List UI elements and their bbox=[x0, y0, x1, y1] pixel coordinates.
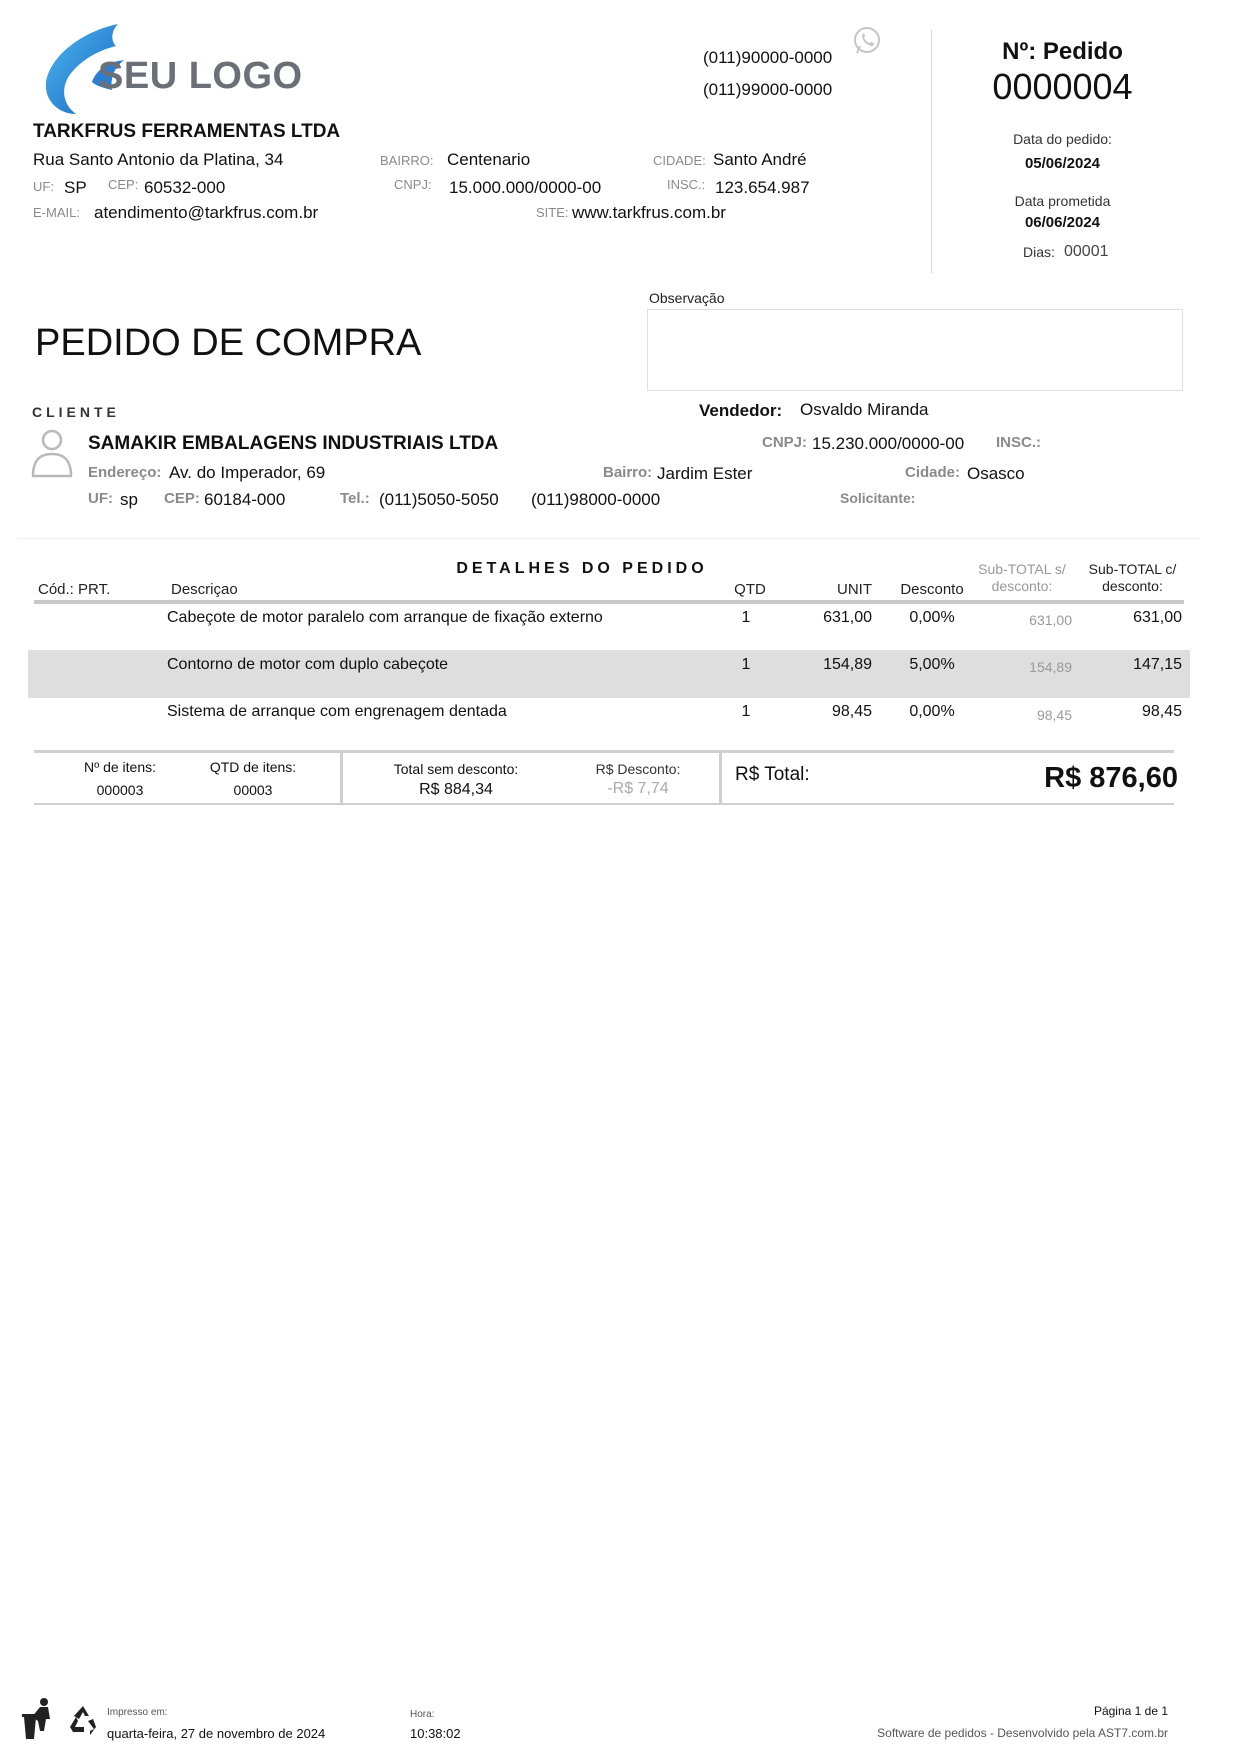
client-cnpj: 15.230.000/0000-00 bbox=[812, 434, 965, 453]
row-2-desconto: 5,00% bbox=[909, 656, 955, 673]
table-header-rule bbox=[34, 600, 1184, 604]
company-uf-label: UF: bbox=[33, 179, 54, 194]
order-days: 00001 bbox=[1064, 243, 1109, 260]
th-desconto: Desconto bbox=[900, 581, 964, 598]
summary-total-sem: R$ 884,34 bbox=[419, 781, 493, 798]
row-3-desconto: 0,00% bbox=[909, 703, 955, 720]
vendedor-name: Osvaldo Miranda bbox=[800, 400, 929, 419]
footer-page-number: Página 1 de 1 bbox=[1093, 1704, 1168, 1718]
company-logo bbox=[40, 22, 303, 117]
company-name: TARKFRUS FERRAMENTAS LTDA bbox=[33, 121, 341, 142]
client-endereco: Av. do Imperador, 69 bbox=[169, 463, 326, 482]
row-2-sub-com: 147,15 bbox=[1133, 656, 1182, 673]
footer-hora: 10:38:02 bbox=[410, 1726, 461, 1741]
summary-qtd-itens-label: QTD de itens: bbox=[209, 759, 297, 775]
company-cidade-label: CIDADE: bbox=[653, 153, 706, 168]
summary-qtd-itens: 00003 bbox=[233, 782, 273, 798]
row-2-unit: 154,89 bbox=[823, 656, 872, 673]
client-cidade: Osasco bbox=[967, 464, 1025, 483]
whatsapp-icon bbox=[852, 26, 882, 56]
order-promised-label: Data prometida bbox=[1014, 193, 1111, 209]
order-number: 0000004 bbox=[992, 66, 1133, 107]
client-cep: 60184-000 bbox=[204, 490, 286, 509]
client-uf: sp bbox=[120, 490, 138, 509]
company-insc: 123.654.987 bbox=[715, 178, 810, 197]
client-insc-label: INSC.: bbox=[996, 434, 1041, 451]
company-phone-1: (011)90000-0000 bbox=[703, 48, 833, 67]
company-insc-label: INSC.: bbox=[667, 177, 706, 192]
company-cep: 60532-000 bbox=[144, 178, 226, 197]
summary-divider-1 bbox=[340, 750, 343, 805]
company-phone-2: (011)99000-0000 bbox=[703, 80, 833, 99]
footer-impresso-label: Impresso em: bbox=[107, 1707, 168, 1718]
th-subtotal-com-2: desconto: bbox=[1102, 578, 1163, 594]
row-3-sub-com: 98,45 bbox=[1141, 703, 1182, 720]
client-cidade-label: Cidade: bbox=[905, 464, 961, 481]
order-promised: 06/06/2024 bbox=[1024, 214, 1101, 231]
client-bairro: Jardim Ester bbox=[657, 464, 753, 483]
th-subtotal-sem-2: desconto: bbox=[991, 578, 1053, 594]
row-3-qtd: 1 bbox=[741, 703, 751, 720]
th-qtd: QTD bbox=[734, 581, 766, 598]
company-cidade: Santo André bbox=[713, 150, 807, 169]
row-1-unit: 631,00 bbox=[823, 609, 872, 626]
row-1-sub-com: 631,00 bbox=[1133, 609, 1182, 626]
client-section-divider bbox=[18, 538, 1200, 539]
header-divider bbox=[931, 30, 932, 273]
client-bairro-label: Bairro: bbox=[603, 464, 653, 481]
summary-n-itens: 000003 bbox=[96, 782, 144, 798]
observacao-text bbox=[648, 310, 1182, 322]
footer-software: Software de pedidos - Desenvolvido pela AST7.com.br bbox=[877, 1726, 1168, 1740]
order-date-label: Data do pedido: bbox=[1013, 131, 1112, 147]
footer-hora-label: Hora: bbox=[410, 1709, 435, 1720]
row-1-sub-sem: 631,00 bbox=[1029, 612, 1072, 628]
row-2-qtd: 1 bbox=[741, 656, 751, 673]
row-1-desc: Cabeçote de motor paralelo com arranque de fixação externo bbox=[167, 609, 603, 626]
client-endereco-label: Endereço: bbox=[88, 464, 162, 481]
company-email-label: E-MAIL: bbox=[33, 205, 80, 220]
company-cnpj: 15.000.000/0000-00 bbox=[449, 178, 602, 197]
vendedor-label: Vendedor: bbox=[699, 401, 783, 420]
th-subtotal-com-1: Sub-TOTAL c/ bbox=[1088, 561, 1177, 577]
company-cep-label: CEP: bbox=[108, 177, 139, 192]
client-tel-2: (011)98000-0000 bbox=[531, 490, 661, 509]
client-cnpj-label: CNPJ: bbox=[762, 434, 808, 451]
company-address: Rua Santo Antonio da Platina, 34 bbox=[33, 150, 284, 169]
company-uf: SP bbox=[64, 178, 87, 197]
observacao-box bbox=[647, 309, 1183, 391]
document-title: PEDIDO DE COMPRA bbox=[35, 322, 422, 364]
row-1-desconto: 0,00% bbox=[909, 609, 955, 626]
th-cod: Cód.: PRT. bbox=[38, 581, 111, 598]
user-avatar-icon bbox=[30, 428, 74, 480]
summary-total: R$ 876,60 bbox=[1044, 762, 1178, 794]
observacao-label: Observação bbox=[649, 290, 725, 306]
summary-divider-2 bbox=[719, 750, 722, 805]
row-2-desc: Contorno de motor com duplo cabeçote bbox=[167, 656, 449, 673]
company-bairro: Centenario bbox=[447, 150, 531, 169]
th-subtotal-sem-1: Sub-TOTAL s/ bbox=[978, 561, 1066, 577]
row-2-sub-sem: 154,89 bbox=[1029, 659, 1072, 675]
client-section-label: CLIENTE bbox=[32, 404, 120, 420]
summary-total-label: R$ Total: bbox=[735, 764, 810, 785]
client-solicitante-label: Solicitante: bbox=[840, 490, 916, 506]
client-uf-label: UF: bbox=[88, 490, 113, 507]
row-3-sub-sem: 98,45 bbox=[1036, 707, 1072, 723]
summary-n-itens-label: Nº de itens: bbox=[83, 759, 157, 775]
client-cep-label: CEP: bbox=[164, 490, 200, 507]
summary-desconto: -R$ 7,74 bbox=[607, 780, 669, 797]
order-number-label: Nº: Pedido bbox=[1002, 38, 1123, 65]
trash-disposal-icon bbox=[20, 1697, 58, 1741]
order-days-label: Dias: bbox=[1023, 244, 1055, 260]
row-1-qtd: 1 bbox=[741, 609, 751, 626]
summary-bottom-rule bbox=[34, 803, 1174, 805]
details-title: DETALHES DO PEDIDO bbox=[456, 560, 708, 577]
row-3-desc: Sistema de arranque com engrenagem dentada bbox=[167, 703, 507, 720]
company-site: www.tarkfrus.com.br bbox=[572, 203, 726, 222]
summary-top-rule bbox=[34, 750, 1174, 753]
row-3-unit: 98,45 bbox=[831, 703, 872, 720]
summary-desconto-label: R$ Desconto: bbox=[595, 761, 681, 777]
company-cnpj-label: CNPJ: bbox=[394, 177, 432, 192]
client-name: SAMAKIR EMBALAGENS INDUSTRIAIS LTDA bbox=[88, 433, 499, 454]
recycle-icon bbox=[66, 1703, 100, 1737]
client-tel-1: (011)5050-5050 bbox=[379, 490, 499, 509]
footer-impresso: quarta-feira, 27 de novembro de 2024 bbox=[107, 1726, 326, 1741]
client-tel-label: Tel.: bbox=[340, 490, 370, 507]
logo-text: SEU LOGO bbox=[98, 55, 303, 97]
th-desc: Descriçao bbox=[171, 581, 238, 598]
company-email: atendimento@tarkfrus.com.br bbox=[94, 203, 319, 222]
company-bairro-label: BAIRRO: bbox=[380, 153, 434, 168]
order-date: 05/06/2024 bbox=[1024, 155, 1101, 172]
summary-total-sem-label: Total sem desconto: bbox=[393, 761, 519, 777]
company-site-label: SITE: bbox=[536, 205, 569, 220]
th-unit: UNIT bbox=[837, 581, 872, 598]
